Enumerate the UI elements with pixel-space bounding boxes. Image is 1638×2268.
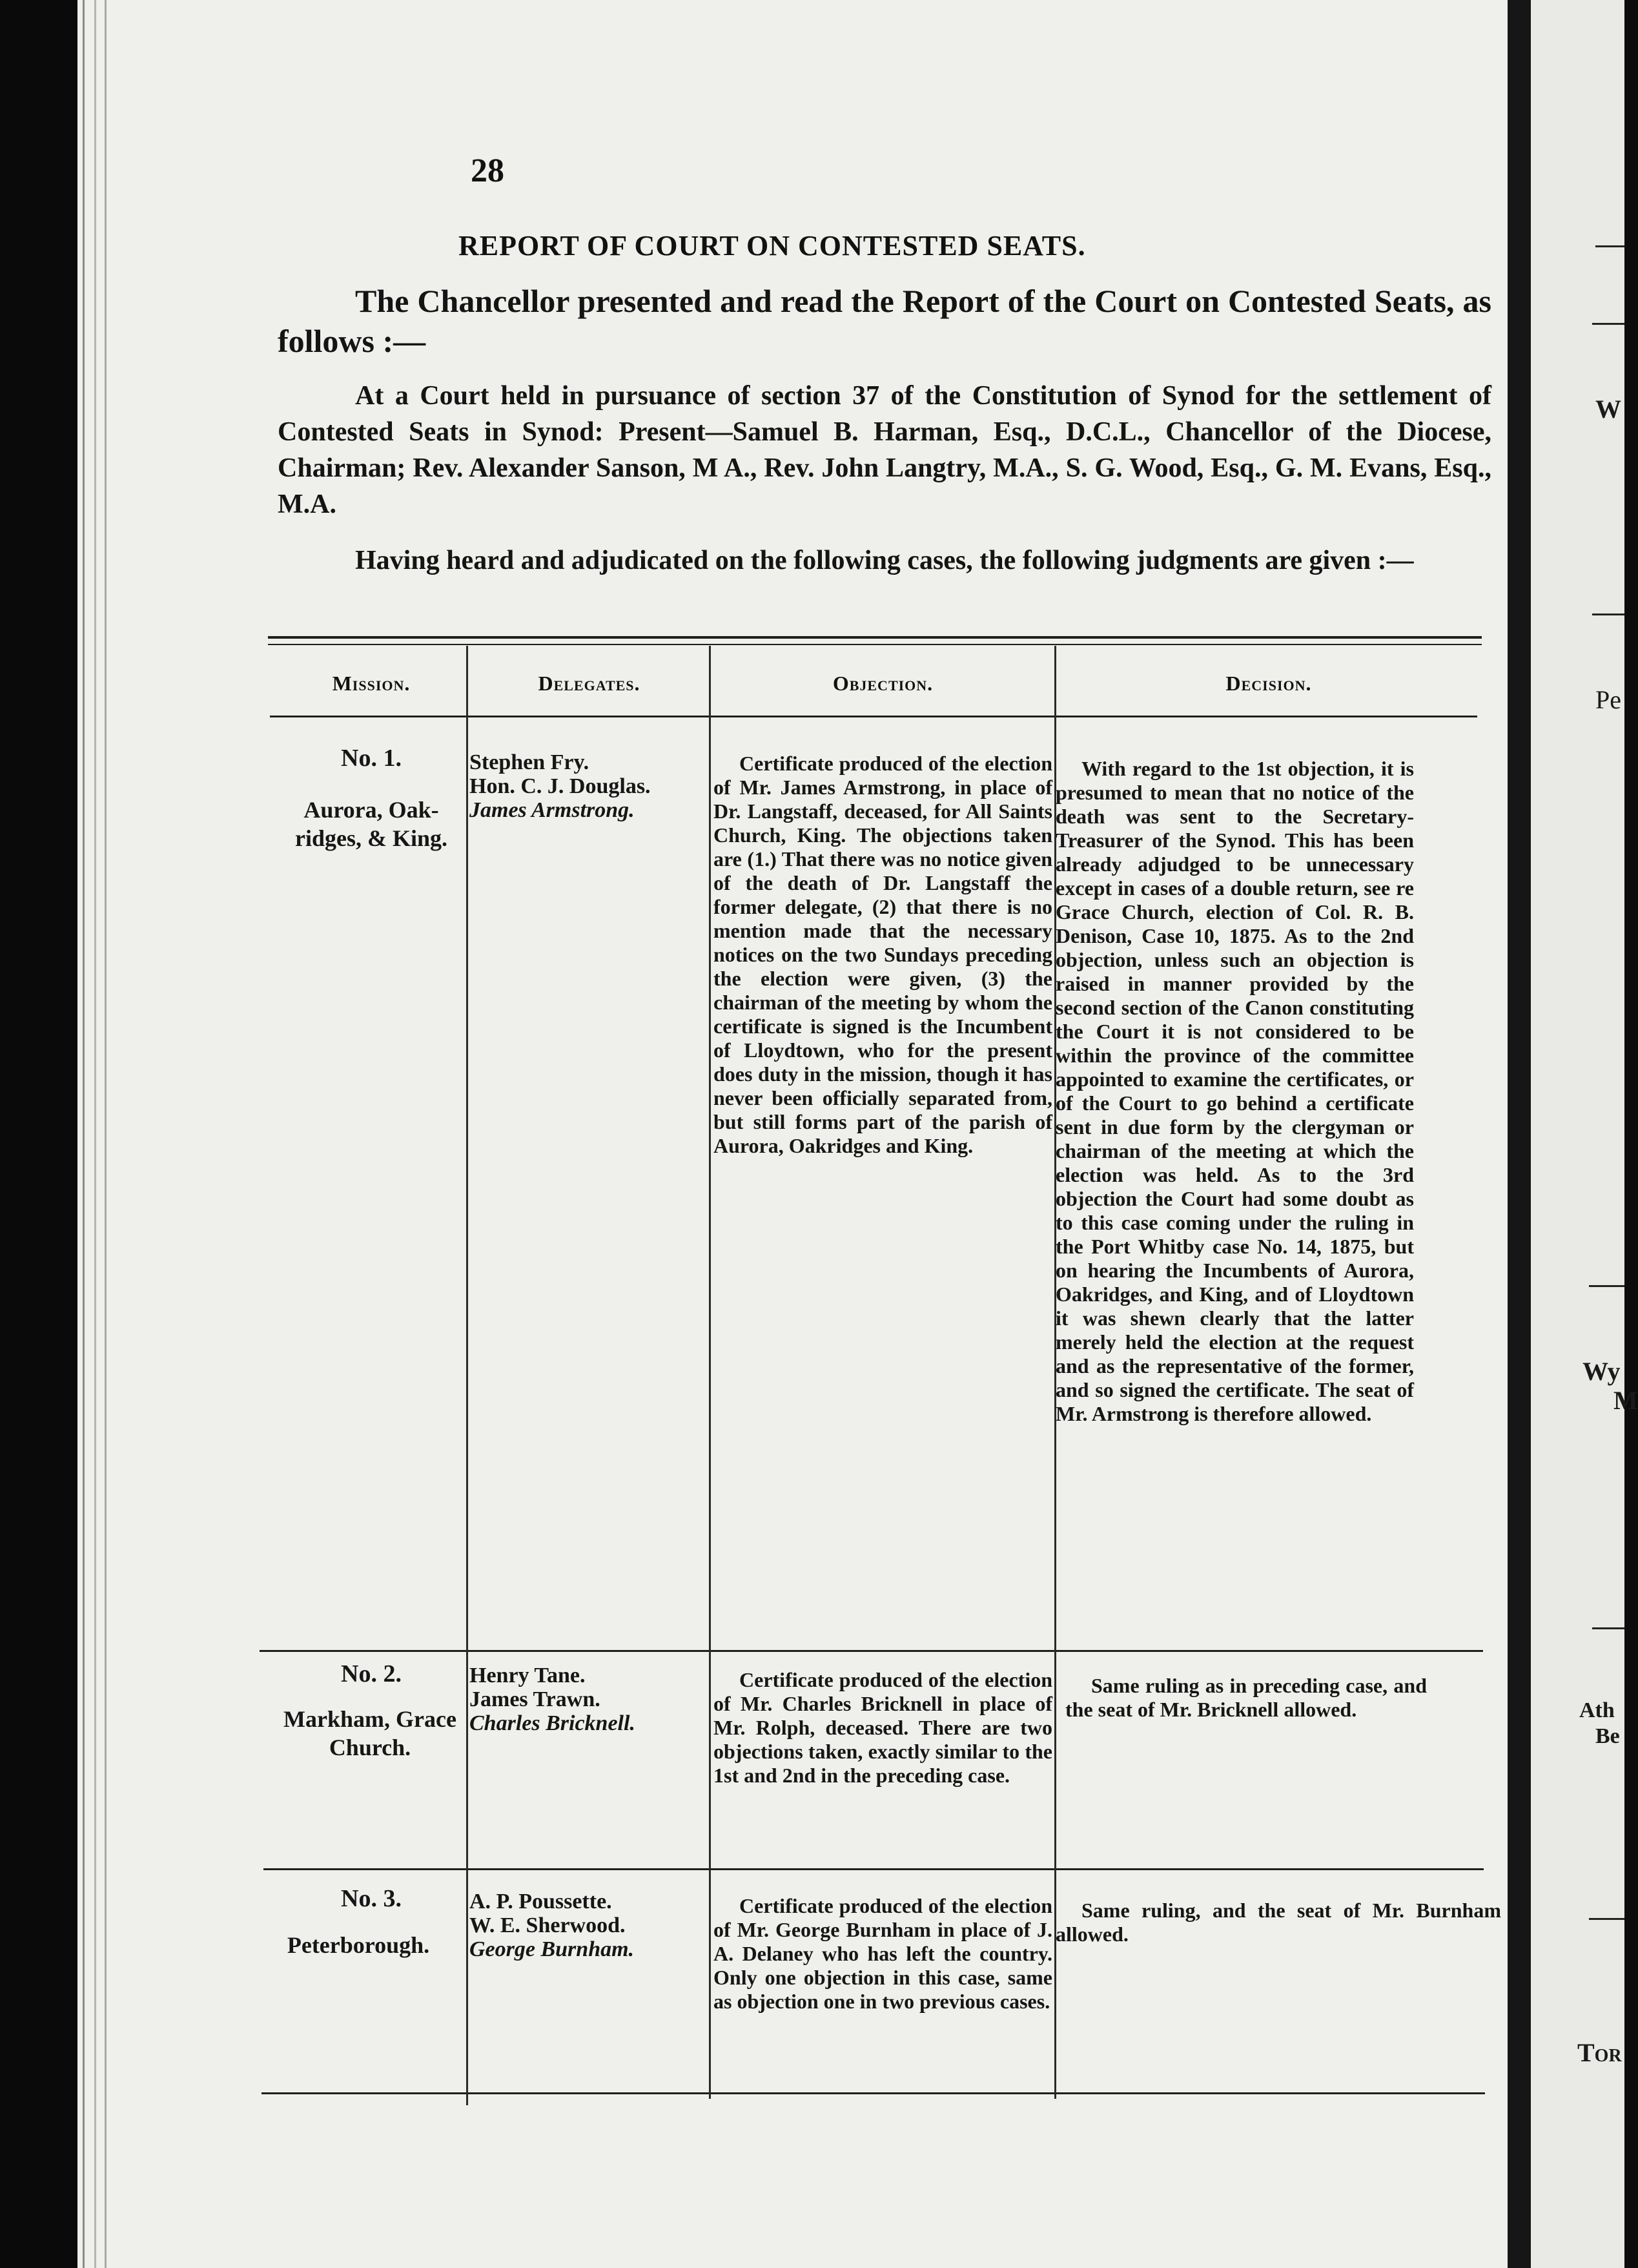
intro-paragraph: The Chancellor presented and read the Report of the Court on Contested Seats, as follows :— [278,283,1491,359]
column-rule [709,646,711,2099]
facing-page-text: W [1595,395,1621,424]
row-divider [260,1650,1483,1652]
column-header-decision: Decision. [1225,672,1312,695]
facing-page-rule [1592,613,1624,615]
row-divider [263,1868,1484,1870]
document-page [77,0,1508,2268]
facing-page-text: Ath [1579,1698,1615,1722]
row-2-decision: Same ruling as in preceding case, and the seat of Mr. Bricknell allowed. [1065,1674,1427,1721]
page-number: 28 [471,152,504,189]
header-rule [270,716,1477,717]
facing-page-rule [1592,1627,1624,1629]
row-1-objection: Certificate produced of the election of Mr. James Armstrong, in place of Dr. Langstaff, deceased, for All Saints Church, King. The objections taken are (1.) That there was no notice given of the death of Dr. Langstaff the former delegate, (2) that there is no mention made that the necessary notices on the two Sundays preceding the election were given, (3) the chairman of the meeting by whom the certificate is signed is the Incumbent of Lloydtown, who for the present does duty in the mission, though it has never been officially separated from, but still forms part of the parish of Aurora, Oakridges and King. [713,752,1052,1157]
judgments-paragraph: Having heard and adjudicated on the following cases, the following judgments are given :— [355,546,1414,575]
row-1-mission: Aurora, Oak-ridges, & King. [294,797,447,851]
column-header-objection: Objection. [832,672,934,695]
column-rule [466,646,468,2105]
facing-page-rule [1595,245,1624,247]
row-3-decision: Same ruling, and the seat of Mr. Burnham allowed. [1056,1899,1501,1946]
delegate-name: W. E. Sherwood. [469,1913,626,1937]
delegate-name: Stephen Fry. [469,750,589,774]
page-title: REPORT OF COURT ON CONTESTED SEATS. [458,230,1086,262]
court-paragraph: At a Court held in pursuance of section 37 of the Constitution of Synod for the settlement of Contested Seats in Synod: Present—Samuel B. Harman, Esq., D.C.L., Chancellor of the Diocese, Chairman; Rev. Alexander Sanson, M A., Rev. John Langtry, M.A., S. G. Wood, Esq., G. M. Evans, Esq., M.A. [278,381,1491,519]
facing-page-text: M [1613,1386,1638,1415]
elected-delegate: George Burnham. [469,1937,635,1961]
row-2-number: No. 2. [341,1660,402,1687]
table-bottom-rule [261,2092,1485,2094]
facing-page-rule [1592,323,1624,325]
facing-page-text: Be [1595,1724,1620,1748]
page-edge-line [94,0,96,2268]
column-header-mission: Mission. [332,672,411,695]
row-3-mission: Peterborough. [287,1932,430,1958]
scan-left-edge [0,0,77,2268]
row-3-delegates [469,1890,634,1961]
row-1-decision: With regard to the 1st objection, it is presumed to mean that no notice of the death was sent to the Secretary-Treasurer of the Synod. This has been already adjudged to be unnecessary except in cases of a double return, see re Grace Church, election of Col. R. B. Denison, Case 10, 1875. As to the 2nd objection, unless such an objection is raised in manner provided by the second section of the Canon constituting the Court it is not considered to be within the province of the committee appointed to examine the certificates, or of the Court to go behind a certificate sent in due form by the clergyman or chairman of the meeting at which the election was held. As to the 3rd objection the Court had some doubt as to this case coming under the ruling in the Port Whitby case No. 14, 1875, but on hearing the Incumbents of Aurora, Oakridges, and King, and of Lloydtown it was shewn clearly that the latter merely held the election at the request and as the representative of the former, and so signed the certificate. The seat of Mr. Armstrong is therefore allowed. [1056,757,1414,1425]
page-edge-line [105,0,107,2268]
facing-page-text: Tor [1577,2038,1622,2067]
delegate-name: A. P. Poussette. [469,1890,612,1913]
row-3-number: No. 3. [341,1885,402,1912]
page-edge-line [83,0,85,2268]
table-top-rule-thin [268,644,1482,645]
facing-page-text: Pe [1595,685,1621,714]
facing-page-rule [1589,1918,1624,1920]
facing-page-rule [1589,1285,1624,1287]
elected-delegate: James Armstrong. [469,798,635,822]
row-2-mission: Markham, Grace Church. [283,1706,456,1760]
facing-page-text: Wy [1582,1357,1621,1386]
row-1-number: No. 1. [341,745,402,772]
row-1-delegates [469,750,651,822]
row-3-objection: Certificate produced of the election of Mr. George Burnham in place of J. A. Delaney who has left the country. Only one objection in this case, same as objection one in two previous cases. [713,1894,1052,2013]
delegate-name: James Trawn. [469,1687,600,1711]
table-top-rule [268,636,1482,639]
row-2-objection: Certificate produced of the election of Mr. Charles Bricknell in place of Mr. Rolph, deceased. There are two objections taken, exactly similar to the 1st and 2nd in the preceding case. [713,1668,1052,1787]
facing-page-edge [1531,0,1638,2268]
row-2-delegates [469,1664,635,1735]
delegate-name: Hon. C. J. Douglas. [469,774,651,798]
binding-gutter [1508,0,1531,2268]
column-header-delegates: Delegates. [538,672,640,695]
elected-delegate: Charles Bricknell. [469,1711,635,1735]
delegate-name: Henry Tane. [469,1664,586,1687]
